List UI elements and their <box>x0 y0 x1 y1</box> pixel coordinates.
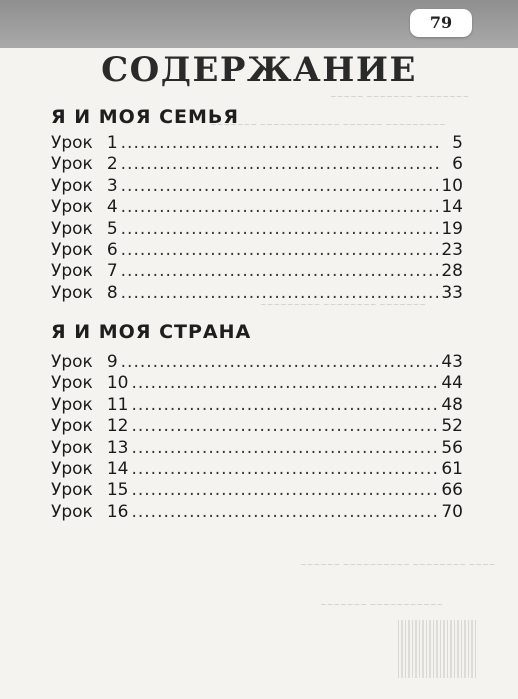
toc-leader-dots <box>121 133 440 154</box>
toc-entry-label: Урок <box>51 352 93 372</box>
section-heading-country: Я И МОЯ СТРАНА <box>51 321 252 343</box>
toc-entry[interactable] <box>51 283 463 304</box>
toc-entry-label: Урок <box>51 501 93 522</box>
toc-entry[interactable] <box>51 133 463 154</box>
toc-entry-number: 9 <box>106 352 118 372</box>
toc-entry-page: 5 <box>452 133 463 153</box>
toc-entry[interactable] <box>51 261 463 282</box>
toc-entry-label: Урок <box>51 416 93 437</box>
toc-entry-label: Урок <box>51 197 93 218</box>
toc-entry-page: 6 <box>452 154 463 175</box>
toc-entry-number: 11 <box>106 394 129 415</box>
toc-entry[interactable] <box>51 352 463 373</box>
toc-entry-number: 14 <box>106 458 129 479</box>
toc-entry[interactable] <box>51 502 463 523</box>
toc-entry-page: 33 <box>441 282 463 303</box>
toc-entry-page: 10 <box>441 175 463 196</box>
toc-leader-dots <box>131 373 438 394</box>
toc-entry[interactable] <box>51 395 463 416</box>
toc-entry[interactable] <box>51 197 463 218</box>
toc-entry[interactable] <box>51 416 463 437</box>
toc-leader-dots <box>121 154 440 175</box>
toc-leader-dots <box>121 176 439 197</box>
toc-entry-label: Урок <box>51 133 93 153</box>
toc-entry-page: 48 <box>441 394 463 415</box>
toc-leader-dots <box>121 197 439 218</box>
toc-entry-number: 13 <box>106 437 129 458</box>
bleed-through-text: ~~~~~~ ~~~~~~~~~~ ~~~~~~~~ ~~~~ <box>300 560 496 569</box>
toc-leader-dots <box>121 240 439 261</box>
toc-entry-label: Урок <box>51 394 93 415</box>
toc-entry-page: 61 <box>441 458 463 479</box>
section-heading-family: Я И МОЯ СЕМЬЯ <box>51 106 240 128</box>
page-title: СОДЕРЖАНИЕ <box>101 50 417 90</box>
toc-leader-dots <box>131 480 438 501</box>
toc-entry-number: 2 <box>106 154 118 175</box>
toc-entry-page: 43 <box>441 352 463 372</box>
toc-entry-number: 3 <box>106 175 118 196</box>
toc-entry-label: Урок <box>51 282 93 303</box>
toc-entry[interactable] <box>51 438 463 459</box>
toc-entry-label: Урок <box>51 154 93 175</box>
toc-entry-label: Урок <box>51 373 93 394</box>
bleed-through-text: ~~~~~~~ ~~~~~~~~~~~ <box>320 600 444 609</box>
toc-entry[interactable] <box>51 240 463 261</box>
toc-entry-number: 8 <box>106 282 118 303</box>
toc-entry[interactable] <box>51 480 463 501</box>
toc-entry-number: 1 <box>106 133 118 153</box>
toc-leader-dots <box>121 261 439 282</box>
toc-entry-number: 10 <box>106 373 129 394</box>
toc-entry-page: 44 <box>441 373 463 394</box>
toc-list-country <box>51 352 463 523</box>
toc-leader-dots <box>131 395 438 416</box>
toc-entry-number: 16 <box>106 501 129 522</box>
toc-leader-dots <box>131 459 438 480</box>
bleed-through-text: ~~~~~~~ ~~~~~~~~~~~~ ~~~~~~ ~~~~~~~~~ <box>210 120 446 129</box>
toc-entry-label: Урок <box>51 239 93 260</box>
bleed-through-text: ~~~~~~~~~ ~~~~~~~~ ~~~~~~~ <box>260 300 426 309</box>
toc-leader-dots <box>131 502 438 523</box>
toc-entry[interactable] <box>51 219 463 240</box>
bleed-through-text: ~~~~~ ~~~~~~~ ~~~~~~~~ <box>330 92 470 101</box>
toc-entry-number: 6 <box>106 239 118 260</box>
toc-entry-number: 5 <box>106 218 118 239</box>
toc-leader-dots <box>121 219 439 240</box>
toc-entry-label: Урок <box>51 437 93 458</box>
toc-entry-number: 7 <box>106 261 118 282</box>
toc-entry-number: 4 <box>106 197 118 218</box>
toc-list-family <box>51 133 463 304</box>
toc-entry-label: Урок <box>51 175 93 196</box>
bleed-through-barcode <box>398 620 478 678</box>
toc-entry-number: 12 <box>106 416 129 437</box>
toc-entry-page: 66 <box>441 480 463 501</box>
toc-entry-page: 19 <box>441 218 463 239</box>
toc-leader-dots <box>131 416 438 437</box>
toc-leader-dots <box>121 352 439 373</box>
toc-entry-label: Урок <box>51 480 93 501</box>
toc-entry-page: 70 <box>441 501 463 522</box>
toc-entry-page: 28 <box>441 261 463 282</box>
toc-entry-page: 23 <box>441 239 463 260</box>
toc-entry-number: 15 <box>106 480 129 501</box>
toc-entry-page: 14 <box>441 197 463 218</box>
toc-entry[interactable] <box>51 154 463 175</box>
toc-entry[interactable] <box>51 373 463 394</box>
toc-entry-page: 52 <box>441 416 463 437</box>
toc-entry[interactable] <box>51 459 463 480</box>
toc-leader-dots <box>121 283 439 304</box>
toc-entry-label: Урок <box>51 458 93 479</box>
toc-entry-label: Урок <box>51 261 93 282</box>
page-number: 79 <box>410 9 472 37</box>
toc-leader-dots <box>131 438 438 459</box>
toc-entry[interactable] <box>51 176 463 197</box>
toc-entry-label: Урок <box>51 218 93 239</box>
toc-entry-page: 56 <box>441 437 463 458</box>
